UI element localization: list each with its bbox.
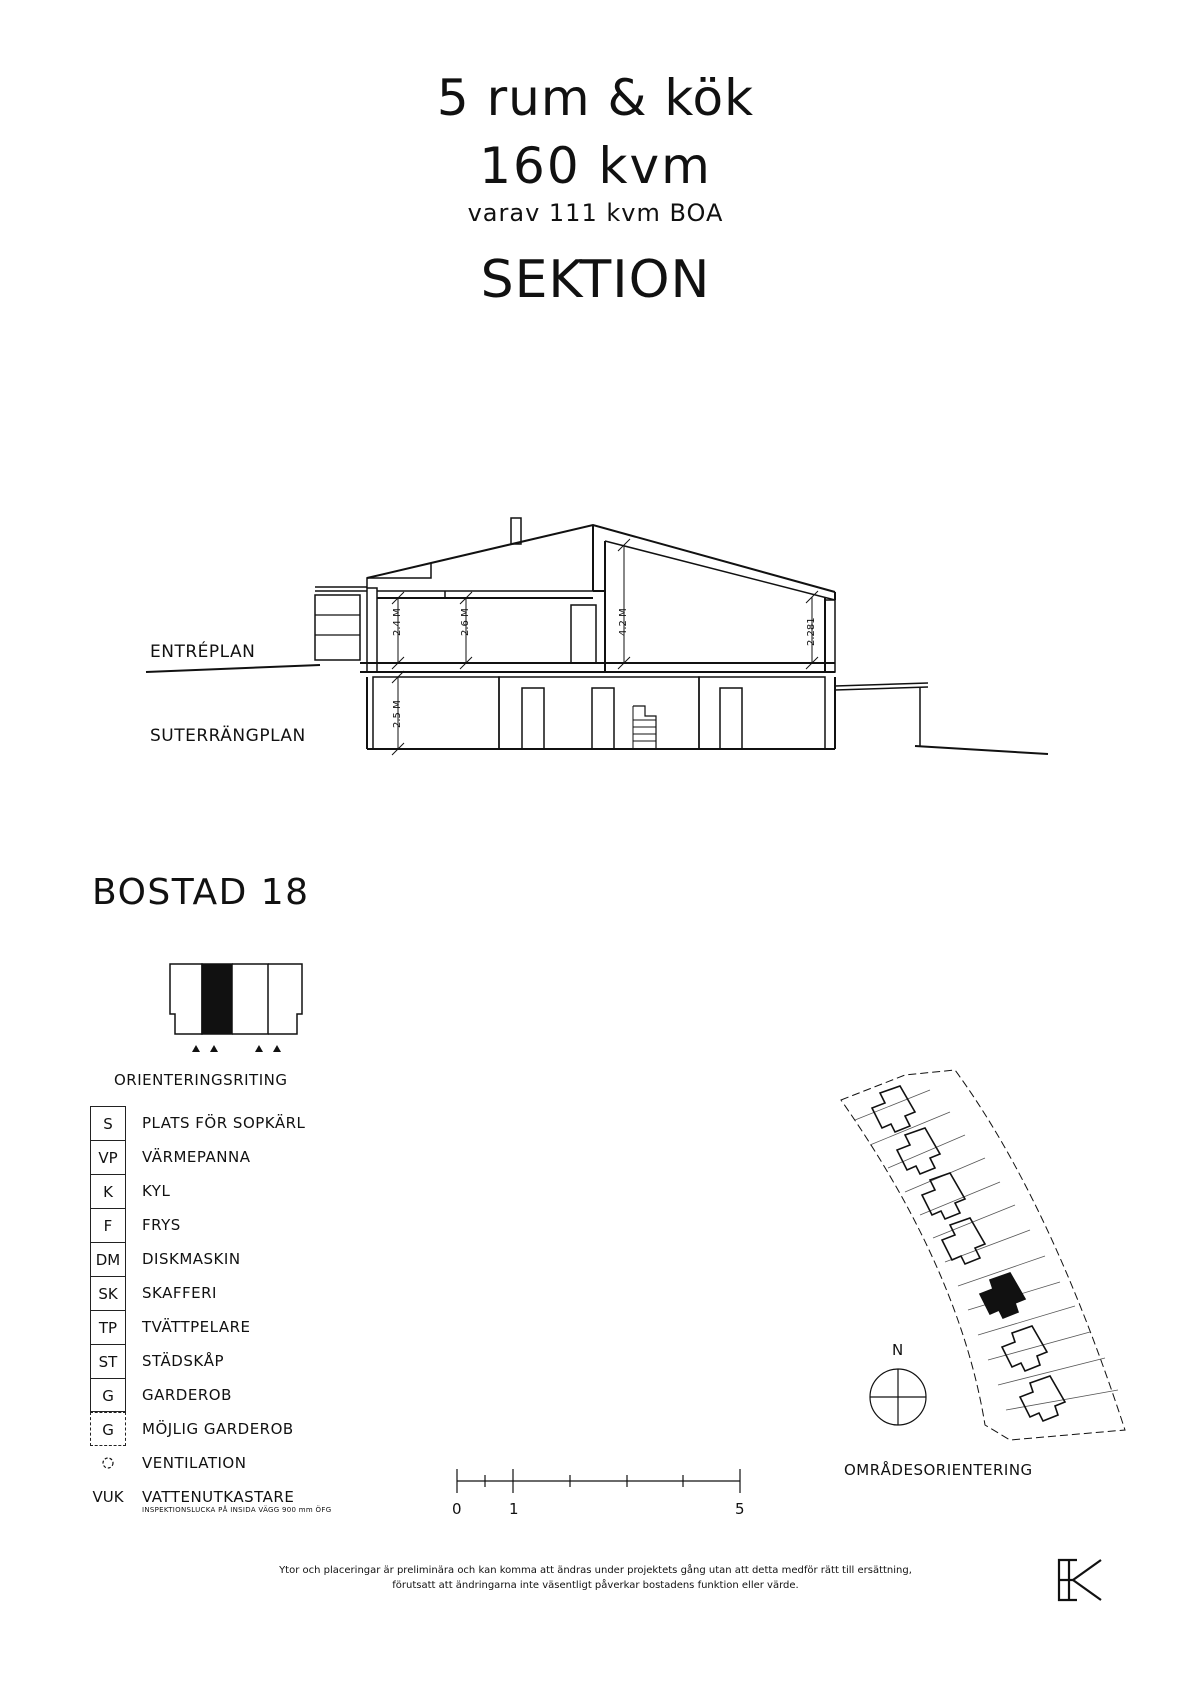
legend-code: SK [90, 1276, 126, 1310]
unit-title: BOSTAD 18 [92, 872, 310, 913]
dimension-label: 2.5 M [392, 700, 403, 728]
legend-label: VENTILATION [142, 1454, 247, 1472]
disclaimer-line: Ytor och placeringar är preliminära och kan komma att ändras under projektets gång utan att detta medför rätt till ersättning, [279, 1565, 912, 1576]
site-house [872, 1086, 915, 1132]
legend-note: INSPEKTIONSLUCKA PÅ INSIDA VÄGG 900 mm ÖFG [142, 1506, 332, 1514]
legend-code: DM [90, 1242, 126, 1276]
legend-code: S [90, 1106, 126, 1140]
legend-code: G [90, 1378, 126, 1412]
legend-code: VP [90, 1140, 126, 1174]
legend-label: MÖJLIG GARDEROB [142, 1420, 294, 1438]
disclaimer [0, 1563, 1191, 1593]
scale-label: 0 [452, 1500, 462, 1518]
title-area: 160 kvm [479, 137, 712, 195]
dimension-label: 2.281 [806, 617, 817, 646]
scale-label: 1 [509, 1500, 519, 1518]
company-logo [1055, 1558, 1105, 1602]
north-compass-icon [866, 1365, 930, 1429]
legend-code: F [90, 1208, 126, 1242]
title-rooms: 5 rum & kök [436, 69, 755, 127]
legend-label: KYL [142, 1182, 171, 1200]
legend-label: VÄRMEPANNA [142, 1148, 251, 1166]
legend-label: TVÄTTPELARE [142, 1318, 251, 1336]
dimension-label: 2.6 M [460, 608, 471, 636]
site-house [897, 1128, 940, 1174]
dimension-label: 2.4 M [392, 608, 403, 636]
legend-code: ST [90, 1344, 126, 1378]
legend-code: K [90, 1174, 126, 1208]
site-house [942, 1218, 985, 1264]
site-house [1020, 1376, 1065, 1421]
legend-code: TP [90, 1310, 126, 1344]
site-house-highlighted [980, 1273, 1025, 1318]
scale-label: 5 [735, 1500, 745, 1518]
legend-label: VATTENUTKASTARE [142, 1488, 295, 1506]
legend-label: STÄDSKÅP [142, 1352, 224, 1370]
site-house [922, 1173, 965, 1219]
legend-label: SKAFFERI [142, 1284, 217, 1302]
level-label-entreplan: ENTRÉPLAN [150, 642, 256, 662]
legend-label: FRYS [142, 1216, 181, 1234]
view-title: SEKTION [480, 250, 711, 310]
north-label: N [892, 1341, 904, 1359]
legend-code: G [90, 1412, 126, 1446]
dimension-label: 4.2 M [618, 608, 629, 636]
orientation-plan-label: ORIENTERINGSRITING [114, 1071, 288, 1089]
site-house [1002, 1326, 1047, 1371]
legend-label: GARDEROB [142, 1386, 232, 1404]
legend-label: PLATS FÖR SOPKÄRL [142, 1114, 306, 1132]
site-plan-label: OMRÅDESORIENTERING [844, 1461, 1033, 1479]
level-label-suterrangplan: SUTERRÄNGPLAN [150, 726, 306, 746]
legend-code: VUK [92, 1488, 124, 1506]
disclaimer-line: förutsatt att ändringarna inte väsentligt påverkar bostadens funktion eller värde. [392, 1580, 799, 1591]
legend-label: DISKMASKIN [142, 1250, 241, 1268]
subtitle-boa: varav 111 kvm BOA [467, 199, 724, 227]
